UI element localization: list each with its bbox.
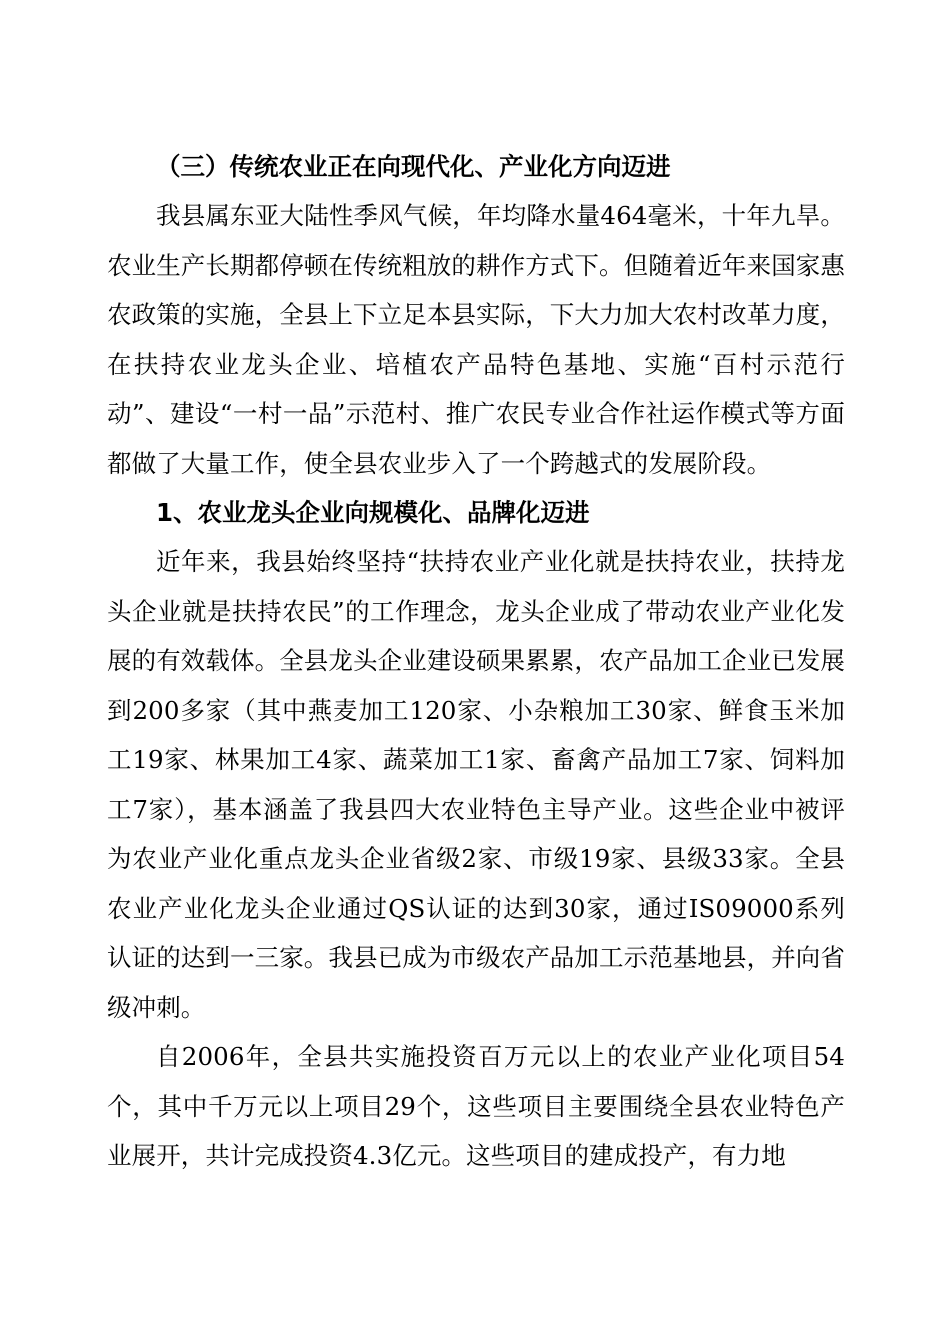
paragraph-investment-projects: 自2006年，全县共实施投资百万元以上的农业产业化项目54个，其中千万元以上项目29个，这些项目主要围绕全县农业特色产业展开，共计完成投资4.3亿元。这些项目的建成投产，有力地	[107, 1042, 845, 1170]
section-heading: （三）传统农业正在向现代化、产业化方向迈进	[156, 152, 671, 181]
document-body	[107, 142, 845, 1181]
paragraph-leading-enterprises: 近年来，我县始终坚持“扶持农业产业化就是扶持农业，扶持龙头企业就是扶持农民”的工作理念，龙头企业成了带动农业产业化发展的有效载体。全县龙头企业建设硕果累累，农产品加工企业已发展到200多家（其中燕麦加工120家、小杂粮加工30家、鲜食玉米加工19家、林果加工4家、蔬菜加工1家、畜禽产品加工7家、饲料加工7家），基本涵盖了我县四大农业特色主导产业。这些企业中被评为农业产业化重点龙头企业省级2家、市级19家、县级33家。全县农业产业化龙头企业通过QS认证的达到30家，通过IS09000系列认证的达到一三家。我县已成为市级农产品加工示范基地县，并向省级冲刺。	[107, 547, 845, 1022]
paragraph-climate: 我县属东亚大陆性季风气候，年均降水量464毫米，十年九旱。农业生产长期都停顿在传统粗放的耕作方式下。但随着近年来国家惠农政策的实施，全县上下立足本县实际，下大力加大农村改革力度，在扶持农业龙头企业、培植农产品特色基地、实施“百村示范行动”、建设“一村一品”示范村、推广农民专业合作社运作模式等方面都做了大量工作，使全县农业步入了一个跨越式的发展阶段。	[107, 201, 845, 478]
subheading-leading-enterprises: 1、农业龙头企业向规模化、品牌化迈进	[156, 498, 590, 527]
